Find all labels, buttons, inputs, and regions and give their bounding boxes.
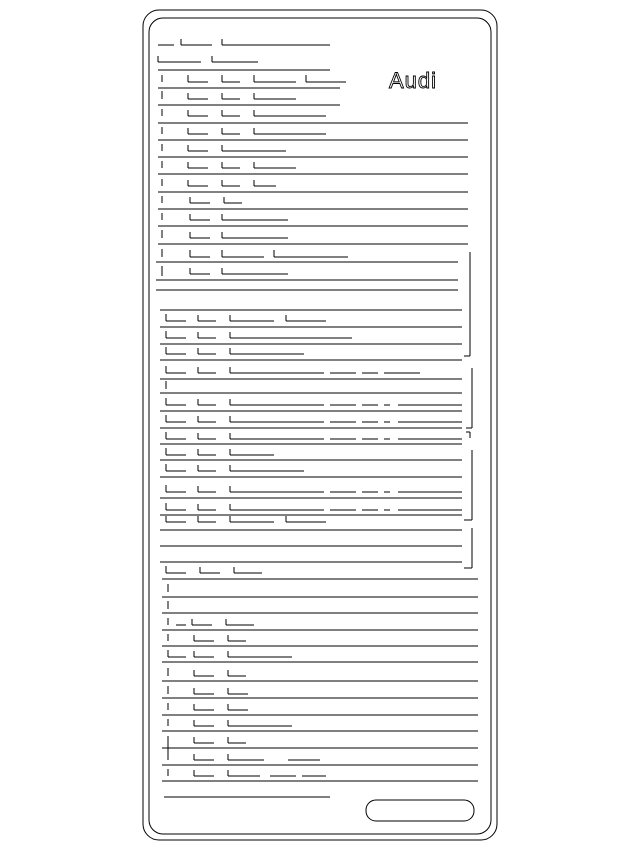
form-lines: [156, 39, 478, 797]
stamp-box: [366, 800, 474, 821]
brand-logo: Audi: [389, 68, 438, 93]
